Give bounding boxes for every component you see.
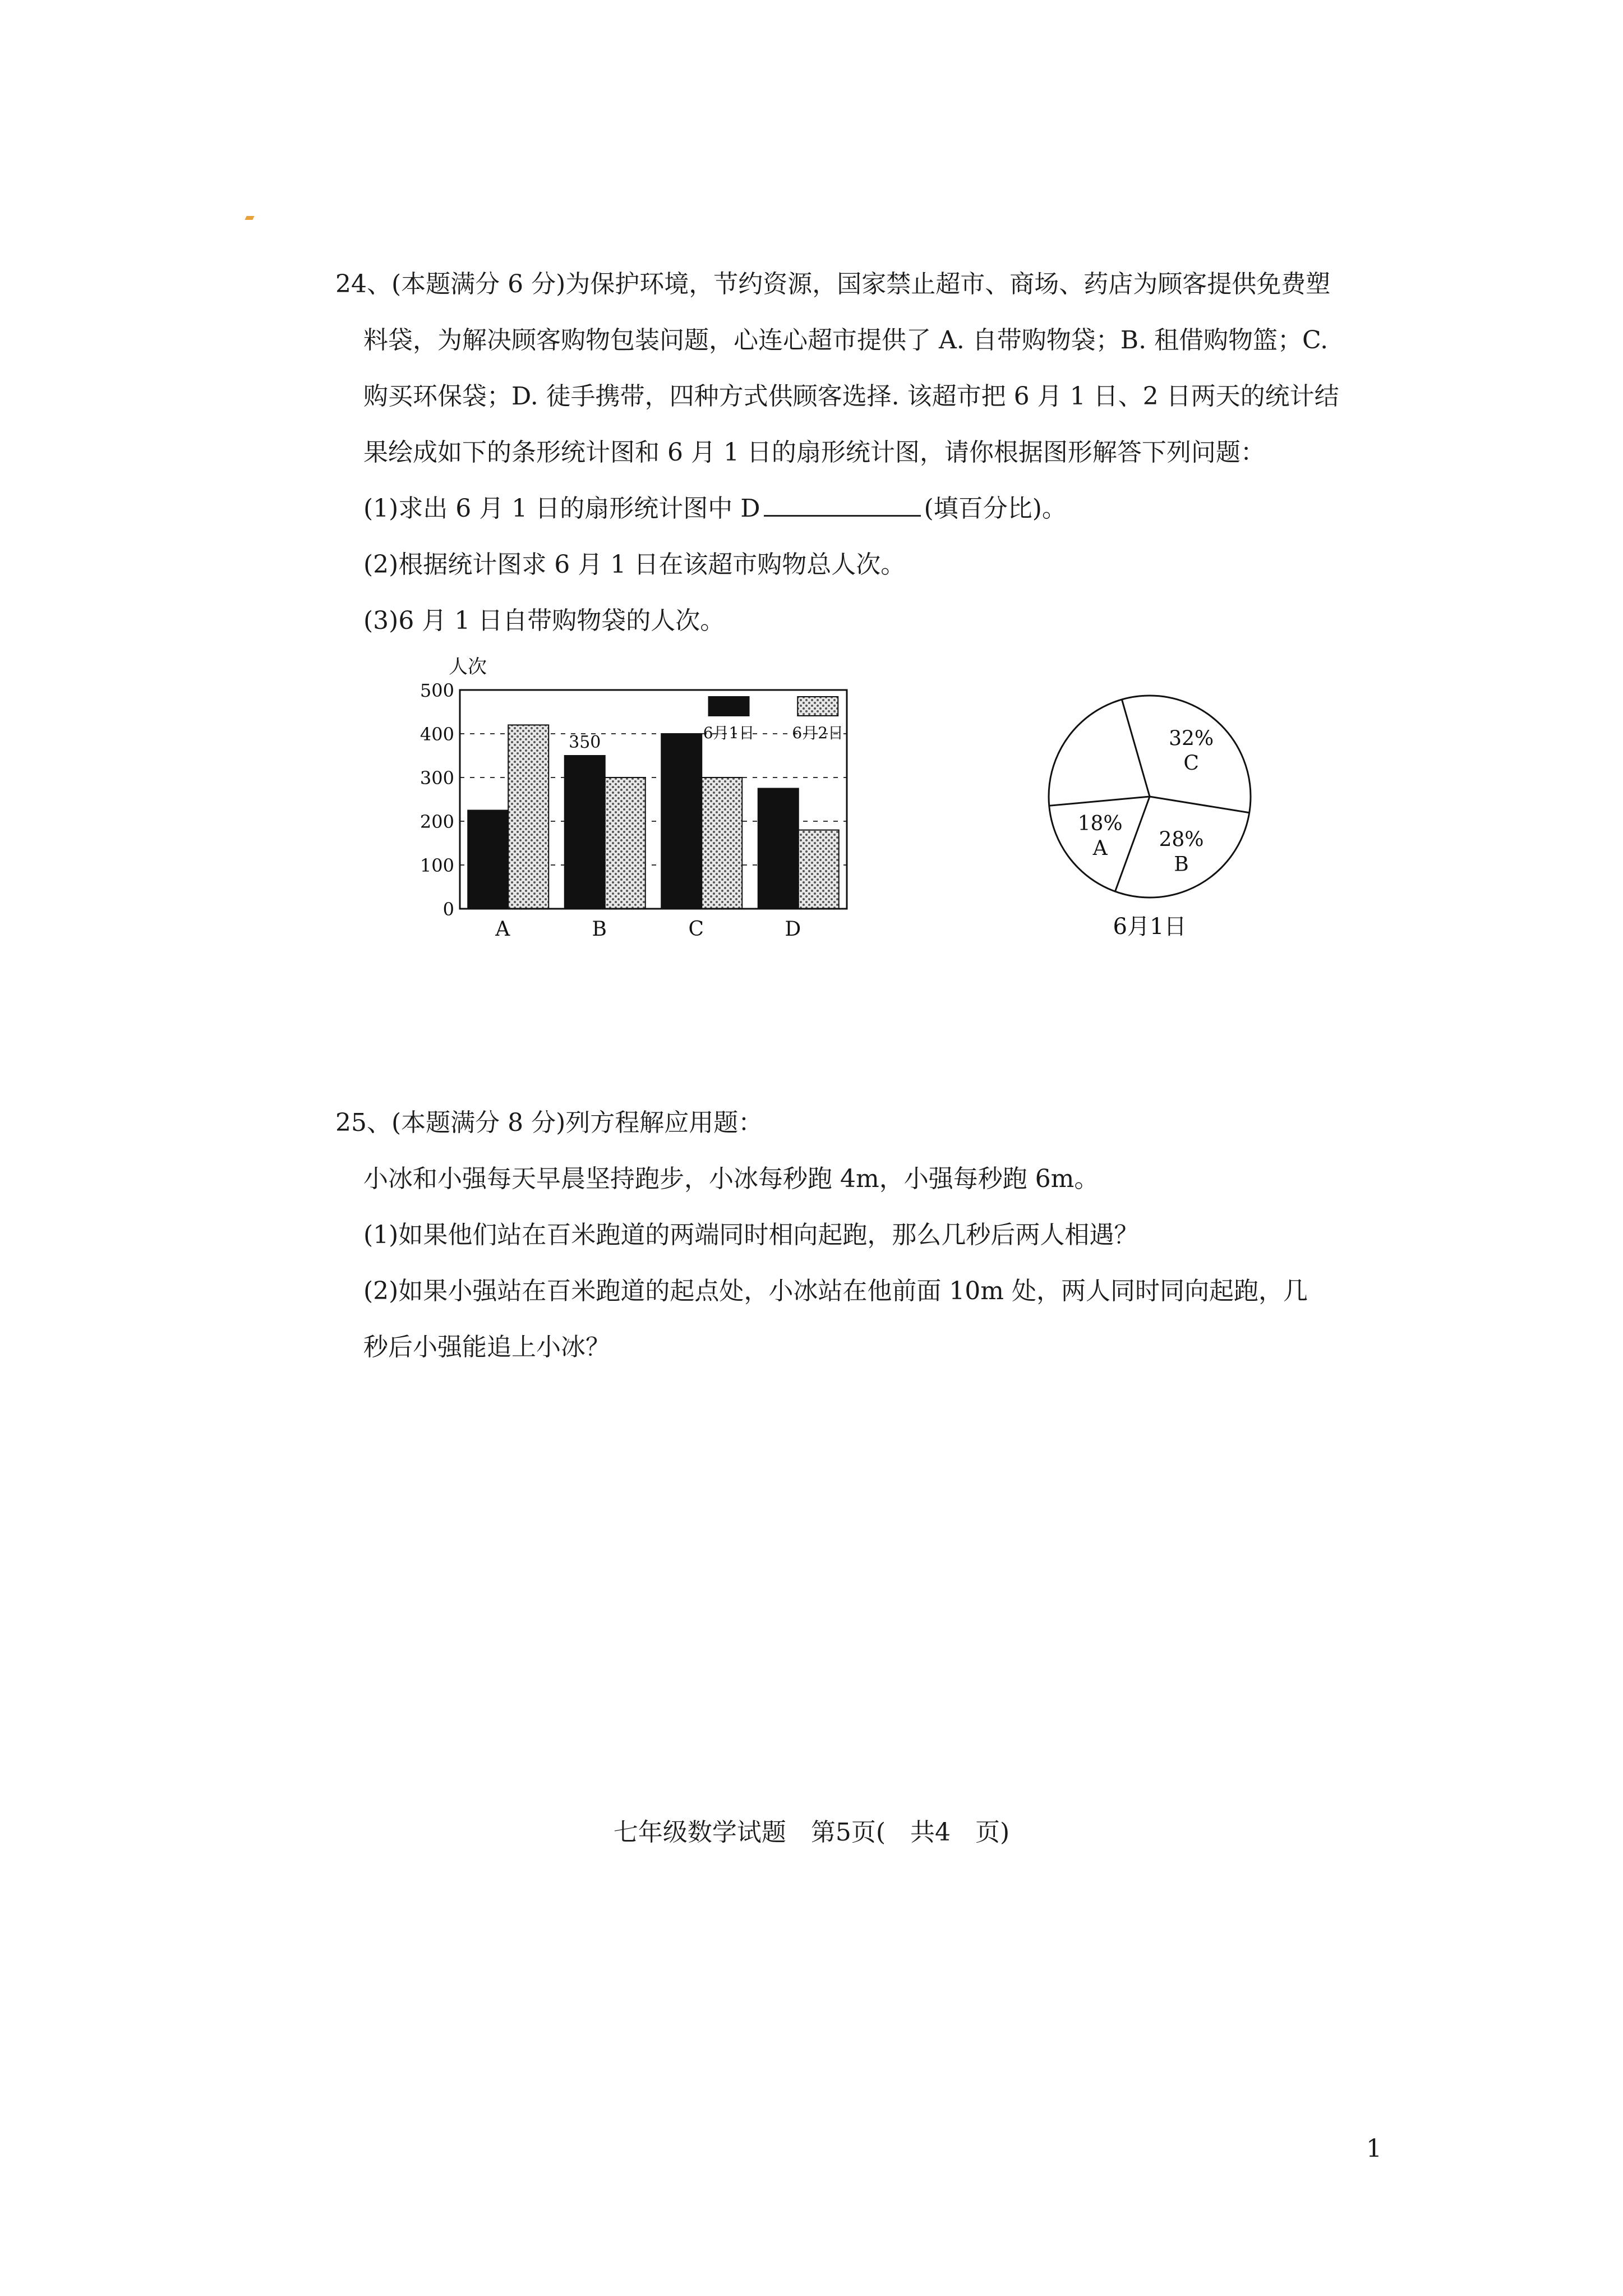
bar-A-jun2 xyxy=(508,725,548,909)
y-tick-label: 100 xyxy=(419,855,454,876)
x-tick-label: D xyxy=(785,918,801,941)
bar-C-jun2 xyxy=(702,777,742,909)
q24-line-2: 料袋，为解决顾客购物包装问题，心连心超市提供了 A. 自带购物袋；B. 租借购物篮；C. xyxy=(363,326,1329,355)
bar-chart xyxy=(404,651,1021,965)
pie-slice-label: A xyxy=(1092,837,1108,861)
y-tick-label: 400 xyxy=(419,724,454,745)
pie-slice-pct: 32% xyxy=(1169,727,1214,751)
bar-B-jun1 xyxy=(565,756,605,909)
pie-slice-label: B xyxy=(1174,853,1189,876)
y-tick-label: 500 xyxy=(419,680,454,701)
pie-title: 6月1日 xyxy=(1113,914,1187,940)
legend-swatch xyxy=(709,697,749,716)
y-tick-label: 0 xyxy=(442,899,454,920)
q24-line-1: 24、(本题满分 6 分)为保护环境，节约资源，国家禁止超市、商场、药店为顾客提供免费塑 xyxy=(335,270,1331,298)
bar-C-jun1 xyxy=(661,734,702,909)
pie-slice-pct: 18% xyxy=(1077,812,1123,836)
pie-chart xyxy=(1032,679,1267,948)
q25-line-1: 25、(本题满分 8 分)列方程解应用题： xyxy=(335,1108,763,1137)
x-tick-label: A xyxy=(495,918,510,941)
q25-line-4: (2)如果小强站在百米跑道的起点处，小冰站在他前面 10m 处，两人同时同向起跑，几 xyxy=(363,1277,1308,1305)
y-tick-label: 300 xyxy=(419,767,454,789)
legend-label: 6月2日 xyxy=(792,724,844,742)
x-tick-label: C xyxy=(688,918,704,941)
q24-sub1 xyxy=(363,488,1067,524)
legend-swatch xyxy=(797,697,838,716)
y-tick-label: 200 xyxy=(419,811,454,832)
bar-B-jun2 xyxy=(605,777,645,909)
q25-line-2: 小冰和小强每天早晨坚持跑步，小冰每秒跑 4m，小强每秒跑 6m。 xyxy=(363,1165,1099,1193)
q24-sub3: (3)6 月 1 日自带购物袋的人次。 xyxy=(363,606,725,635)
q24-line-3: 购买环保袋；D. 徒手携带，四种方式供顾客选择. 该超市把 6 月 1 日、2 日两天的统计结 xyxy=(363,382,1339,411)
pie-slice-label: C xyxy=(1183,752,1199,775)
x-tick-label: B xyxy=(592,918,607,941)
y-axis-label: 人次 xyxy=(449,656,487,678)
bar-D-jun1 xyxy=(758,789,799,909)
q25-line-3: (1)如果他们站在百米跑道的两端同时相向起跑，那么几秒后两人相遇？ xyxy=(363,1221,1139,1249)
orange-mark xyxy=(245,216,254,220)
legend-label: 6月1日 xyxy=(703,724,755,742)
pie-slice-pct: 28% xyxy=(1159,828,1204,852)
q24-line-4: 果绘成如下的条形统计图和 6 月 1 日的扇形统计图，请你根据图形解答下列问题： xyxy=(363,438,1265,467)
bar-value-label: 350 xyxy=(569,733,601,752)
q24-sub2: (2)根据统计图求 6 月 1 日在该超市购物总人次。 xyxy=(363,550,906,579)
page-footer: 七年级数学试题 第5页( 共4 页) xyxy=(613,1818,1010,1847)
page-number: 1 xyxy=(1366,2134,1382,2163)
bar-D-jun2 xyxy=(799,830,839,909)
q24-sub1-prefix: (1)求出 6 月 1 日的扇形统计图中 D xyxy=(363,494,760,523)
bar-A-jun1 xyxy=(468,811,508,909)
q25-line-5: 秒后小强能追上小冰？ xyxy=(363,1333,610,1361)
q24-sub1-suffix: (填百分比)。 xyxy=(924,494,1067,523)
answer-blank[interactable] xyxy=(764,493,921,517)
